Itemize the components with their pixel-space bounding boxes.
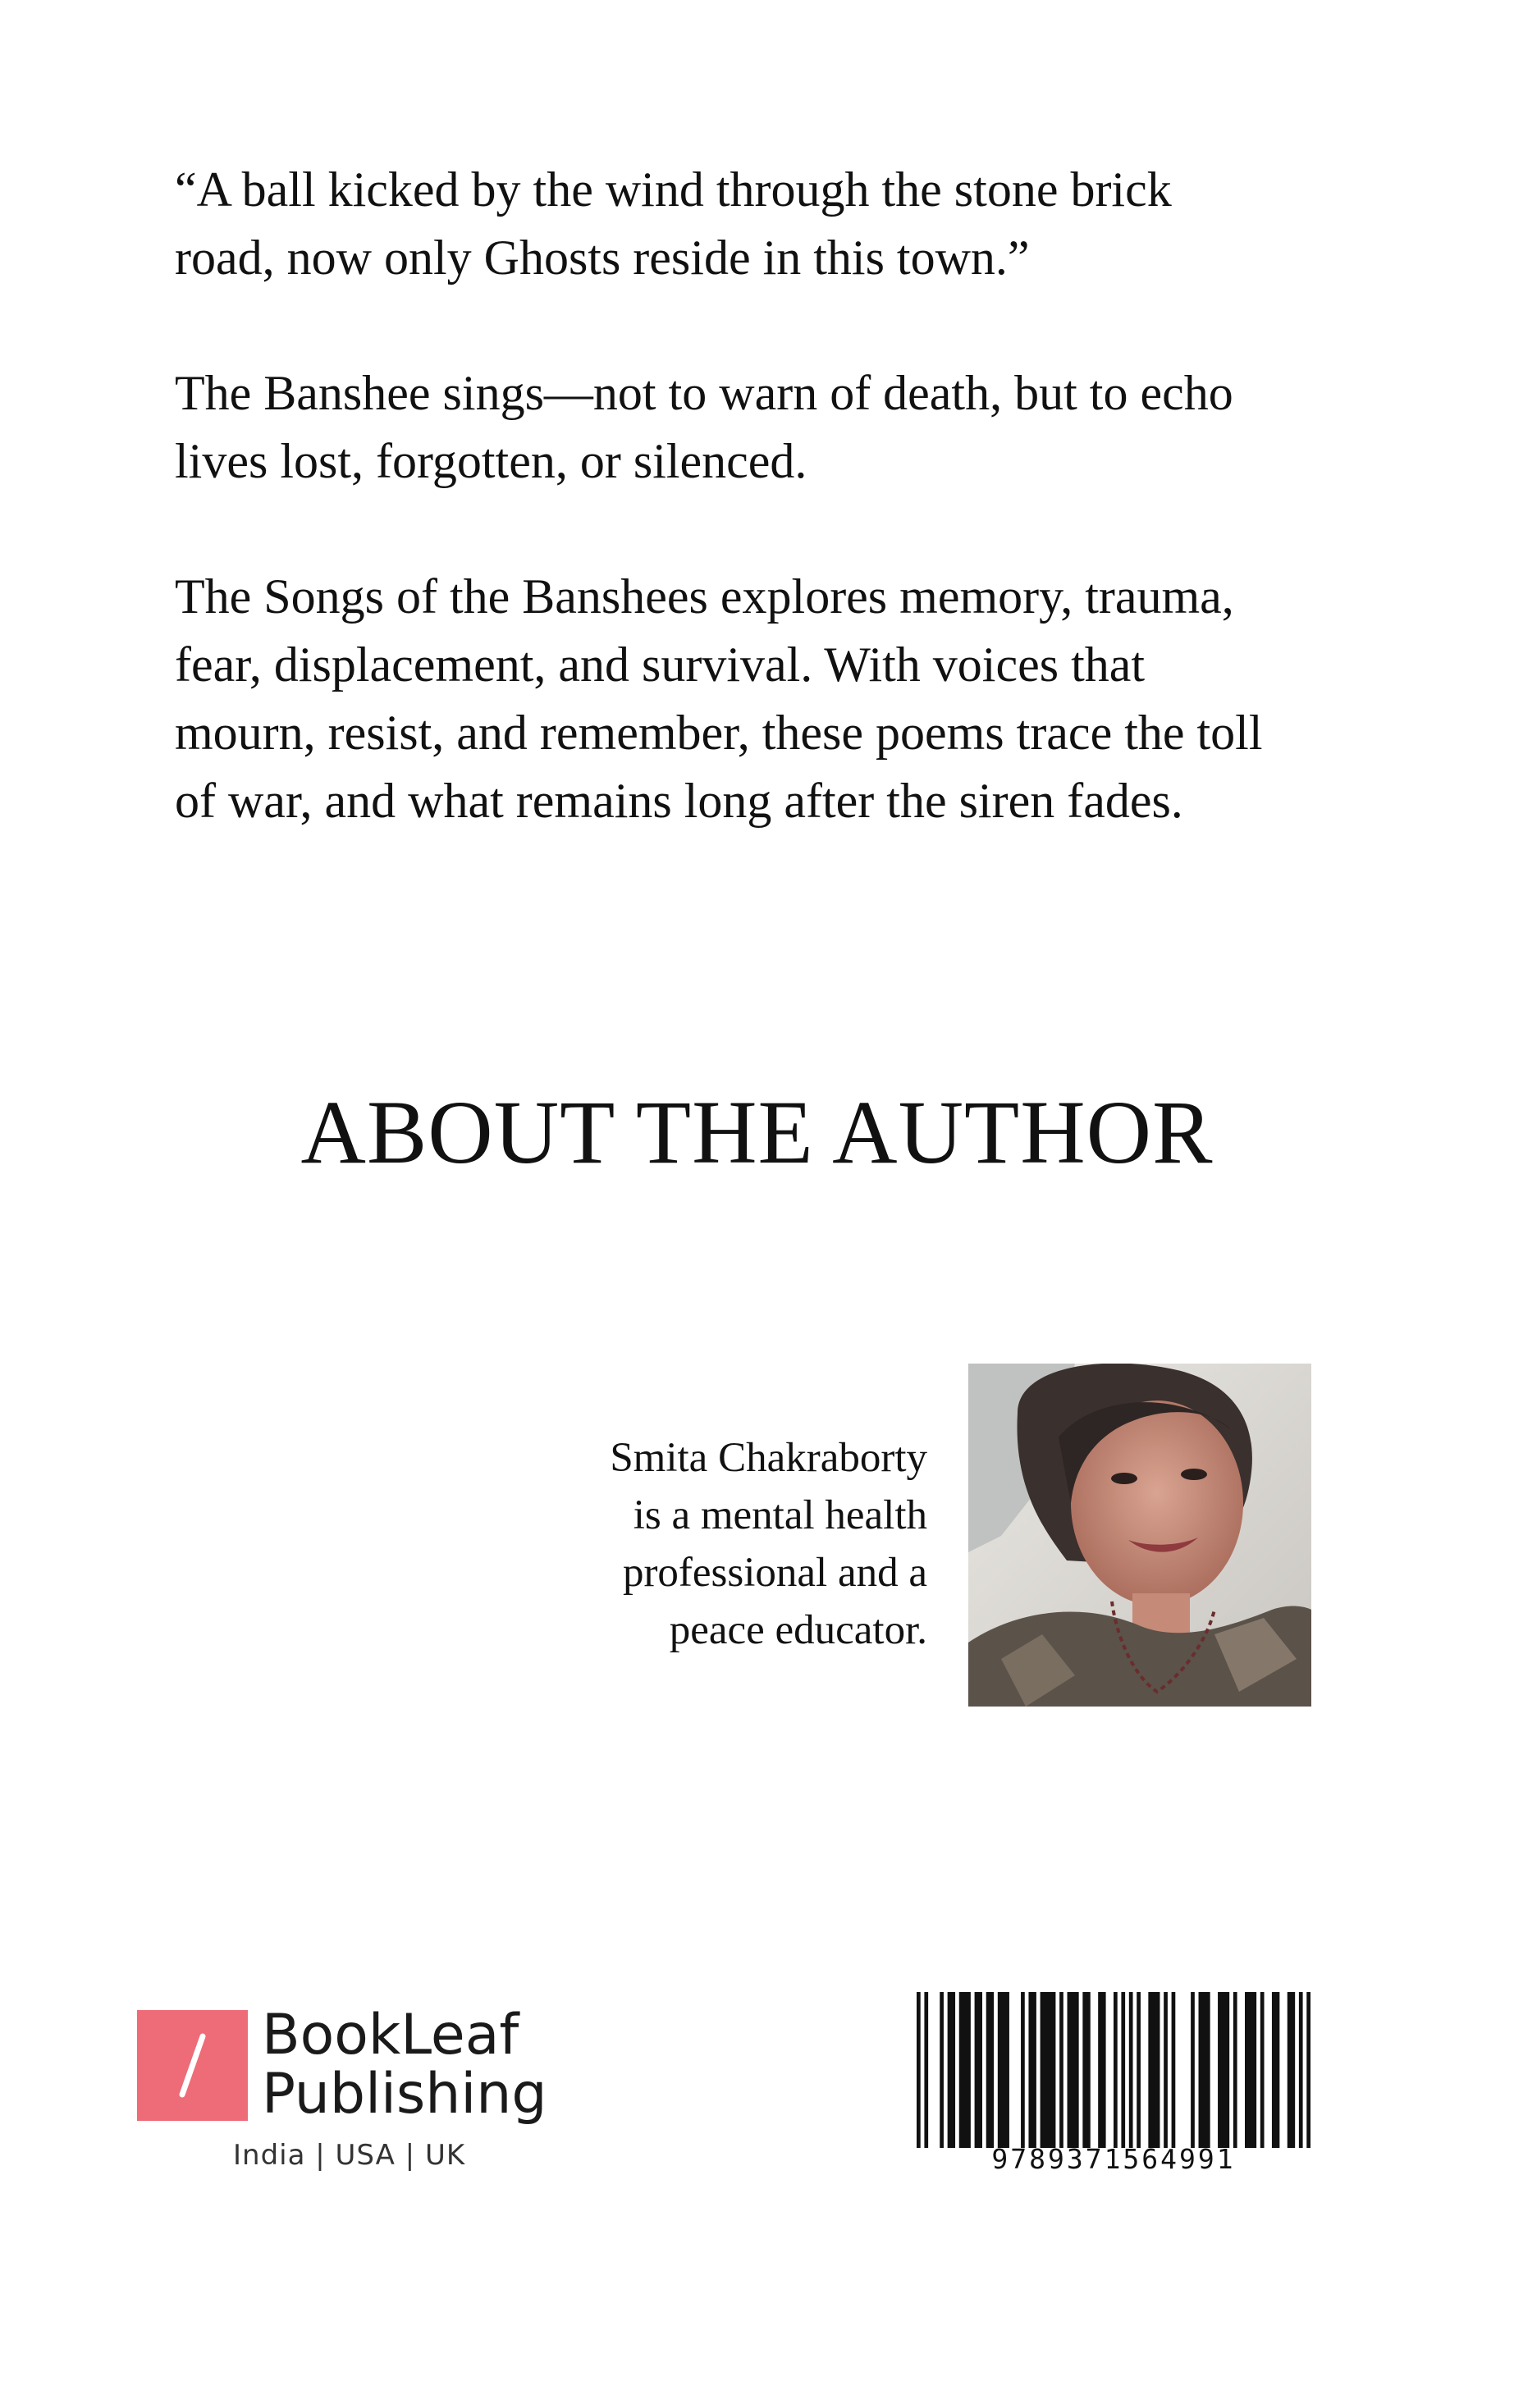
- barcode-bar: [1191, 1992, 1195, 2148]
- barcode-bar: [1272, 1992, 1279, 2148]
- barcode-bar: [1098, 1992, 1105, 2148]
- barcode-bar: [975, 1992, 982, 2148]
- barcode-bar: [998, 1992, 1009, 2148]
- blurb-paragraph: The Songs of the Banshees explores memory, trauma, fear, displacement, and survival. With voices that mourn, resist, and remember, these poems trace the toll of war, and what remains long after the siren fades.: [175, 569, 1263, 828]
- author-photo: [968, 1364, 1311, 1707]
- barcode-bar: [940, 1992, 944, 2148]
- publisher-mark-icon: [137, 2010, 248, 2121]
- barcode-bar: [924, 1992, 928, 2148]
- barcode-bar: [1233, 1992, 1237, 2148]
- blurb-quote: “A ball kicked by the wind through the stone brick road, now only Ghosts reside in this town.”: [175, 162, 1172, 285]
- barcode-bar: [1260, 1992, 1265, 2148]
- barcode-bar: [1028, 1992, 1036, 2148]
- publisher-regions: India | USA | UK: [233, 2139, 466, 2172]
- barcode-bar: [1164, 1992, 1168, 2148]
- barcode-bar: [1299, 1992, 1303, 2148]
- barcode-bar: [1306, 1992, 1310, 2148]
- barcode-bar: [1021, 1992, 1025, 2148]
- barcode-bar: [917, 1992, 921, 2148]
- publisher-name: BookLeaf Publishing: [262, 2003, 547, 2127]
- slash-icon: [137, 2010, 248, 2121]
- author-portrait-image: [968, 1364, 1311, 1707]
- barcode-bar: [1245, 1992, 1256, 2148]
- barcode-bar: [1041, 1992, 1056, 2148]
- author-bio: Smita Chakraborty is a mental health professional and a peace educator.: [610, 1435, 927, 1653]
- publisher-logo: [137, 2003, 564, 2195]
- barcode-bar: [1059, 1992, 1063, 2148]
- barcode-bar: [1114, 1992, 1118, 2148]
- barcode-bar: [1148, 1992, 1160, 2148]
- blurb-paragraph: The Banshee sings—not to warn of death, but to echo lives lost, forgotten, or silenced.: [175, 366, 1233, 488]
- barcode-bar: [1137, 1992, 1141, 2148]
- back-cover-blurb: [175, 156, 1356, 902]
- barcode-bar: [986, 1992, 994, 2148]
- about-author-heading: ABOUT THE AUTHOR: [300, 1082, 1214, 1182]
- barcode-bar: [1199, 1992, 1210, 2148]
- barcode-bar: [1218, 1992, 1229, 2148]
- barcode-bar: [1172, 1992, 1176, 2148]
- barcode-bar: [1068, 1992, 1079, 2148]
- barcode-bar: [1288, 1992, 1295, 2148]
- barcode-bar: [948, 1992, 955, 2148]
- barcode-bar: [1082, 1992, 1090, 2148]
- barcode-bar: [959, 1992, 971, 2148]
- barcode-bar: [1129, 1992, 1133, 2148]
- barcode-bar: [1121, 1992, 1125, 2148]
- isbn-number: 9789371564991: [991, 2143, 1236, 2175]
